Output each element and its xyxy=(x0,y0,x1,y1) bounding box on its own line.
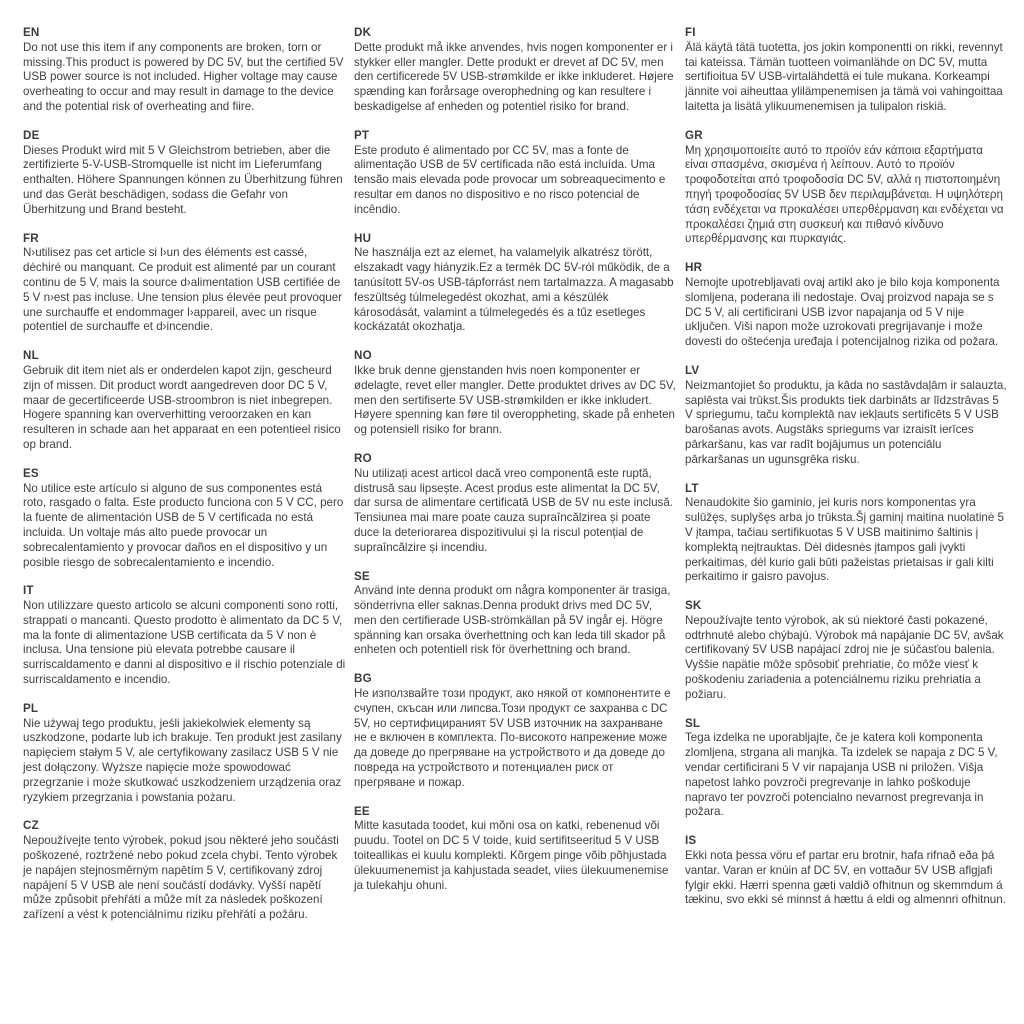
language-code-ee: EE xyxy=(354,804,370,818)
section-en xyxy=(23,26,346,115)
section-de xyxy=(23,129,346,218)
section-fr xyxy=(23,232,346,336)
section-lv xyxy=(685,364,1008,468)
language-code-sl: SL xyxy=(685,716,701,730)
warning-text-sk: Nepoužívajte tento výrobok, ak sú niektoré časti pokazené, odtrhnuté alebo chýbajú. Výrobok má napájanie DC 5V, avšak certifikovaný 5V USB napájací zdroj nie je súčasťou balenia. Vyššie napätie môže spôsobiť prehriatie, čo môže viesť k poškodeniu zariadenia a potenciálnemu riziku prehriatia a požiaru. xyxy=(685,613,1004,701)
language-code-no: NO xyxy=(354,349,372,363)
language-code-en: EN xyxy=(23,26,40,39)
language-code-pl: PL xyxy=(23,701,39,715)
section-it xyxy=(23,584,346,688)
warning-text-gr: Μη χρησιμοποιείτε αυτό το προϊόν εάν κάποια εξαρτήματα είναι σπασμένα, σκισμένα ή λείπουν. Αυτό το προϊόν τροφοδοτείται από τροφοδοσία DC 5V, αλλά η πιστοποιημένη πηγή τροφοδοσίας 5V USB δεν περιλαμβάνεται. Η υψηλότερη τάση ενδέχεται να προκαλέσει υπερθέρμανση και ενδέχεται να προκαλέσει ζημιά στη συσκευή και πιθανό κίνδυνο υπερθέρμανσης και πυρκαγιάς. xyxy=(685,143,1004,246)
language-code-sk: SK xyxy=(685,599,702,613)
section-no xyxy=(354,349,677,438)
section-is xyxy=(685,834,1008,908)
column-1 xyxy=(23,26,346,1024)
section-fi xyxy=(685,26,1008,115)
language-code-it: IT xyxy=(23,584,34,598)
section-cz xyxy=(23,819,346,923)
language-code-es: ES xyxy=(23,466,39,480)
warning-text-hr: Nemojte upotrebljavati ovaj artikl ako je bilo koja komponenta slomljena, poderana ili nedostaje. Ovaj proizvod napaja se s DC 5 V, ali certificirani USB izvor napajanja od 5 V nije uključen. Viši napon može uzrokovati pregrijavanje i može dovesti do oštećenja uređaja i potencijalnog rizika od požara. xyxy=(685,275,1000,349)
language-code-hr: HR xyxy=(685,261,703,275)
warning-text-it: Non utilizzare questo articolo se alcuni componenti sono rotti, strappati o mancanti. Questo prodotto è alimentato da DC 5 V, ma la fonte di alimentazione USB certificata da 5 V non è inclusa. Una tensione più elevata potrebbe causare il surriscaldamento e danni al dispositivo e il rischio potenziale di surriscaldamento e incendio. xyxy=(23,599,346,687)
language-code-lv: LV xyxy=(685,363,700,377)
section-hr xyxy=(685,261,1008,350)
section-ee xyxy=(354,805,677,894)
section-bg xyxy=(354,672,677,790)
section-nl xyxy=(23,349,346,453)
warning-text-se: Använd inte denna produkt om några komponenter är trasiga, sönderrivna eller saknas.Denna produkt drivs med DC 5V, men den certifierade USB-strömkällan på 5V ingår ej. Högre spänning kan orsaka överhettning och kan leda till skador på enheten och potentiell risk för överhettning och brand. xyxy=(354,584,671,657)
column-3 xyxy=(685,26,1008,1024)
section-pt xyxy=(354,129,677,218)
warning-text-is: Ekki nota þessa vöru ef partar eru brotnir, hafa rifnað eða þá vantar. Varan er knúin af DC 5V, en vottaður 5V USB aflgjafi fylgir ekki. Hærri spenna gæti valdið ofhitnun og skemmdum á tækinu, svo ekki sé minnst á hættu á eldi og almennri ofhitnun. xyxy=(685,849,1006,907)
language-code-se: SE xyxy=(354,569,370,583)
language-code-dk: DK xyxy=(354,26,372,39)
section-es xyxy=(23,467,346,571)
section-sl xyxy=(685,717,1008,821)
warning-text-sl: Tega izdelka ne uporabljajte, če je katera koli komponenta zlomljena, strgana ali manjka. Ta izdelek se napaja z DC 5 V, vendar certificirani 5 V vir napajanja USB ni priložen. Višja napetost lahko povzroči pregrevanje in lahko poškoduje napravo ter povzroči potencialno nevarnost pregrevanja in požara. xyxy=(685,731,998,819)
warning-text-cz: Nepoužívejte tento výrobek, pokud jsou některé jeho součásti poškozené, roztržené nebo pokud zcela chybí. Tento výrobek je napájen stejnosměrným napětím 5 V, certifikovaný zdroj napájení 5 V USB ale není součástí dodávky. Vyšší napětí může způsobit přehřátí a může mít za následek poškození zařízení a vést k potenciálnímu riziku přehřátí a požáru. xyxy=(23,834,339,922)
warning-text-no: Ikke bruk denne gjenstanden hvis noen komponenter er ødelagte, revet eller mangler. Dette produktet drives av DC 5V, men den sertifiserte 5V USB-strømkilden er ikke inkludert. Høyere spenning kan føre til overoppheting, skade på enheten og potensiell risiko for brann. xyxy=(354,363,676,437)
section-lt xyxy=(685,482,1008,586)
warning-text-fi: Älä käytä tätä tuotetta, jos jokin komponentti on rikki, revennyt tai kateissa. Tämän tuotteen voimanlähde on DC 5V, mutta sertifioitua 5V USB-virtalähdettä ei tule mukana. Korkeampi jännite voi aiheuttaa ylilämpenemisen ja tämä voi vahingoittaa laitetta ja lisätä ylikuumenemisen ja tulipalon riskiä. xyxy=(685,40,1003,113)
section-pl xyxy=(23,702,346,806)
language-code-bg: BG xyxy=(354,672,372,686)
section-ro xyxy=(354,452,677,556)
section-sk xyxy=(685,599,1008,703)
section-hu xyxy=(354,232,677,336)
warning-text-hu: Ne használja ezt az elemet, ha valamelyik alkatrész törött, elszakadt vagy hiányzik.Ez a termék DC 5V-ról működik, de a tanúsított 5V-os USB-tápforrást nem tartalmazza. A magasabb feszültség túlmelegedést okozhat, ami a készülék károsodását, valamint a túlmelegedés és a tűz esetleges kockázatát okozhatja. xyxy=(354,246,674,334)
warning-text-de: Dieses Produkt wird mit 5 V Gleichstrom betrieben, aber die zertifizierte 5-V-USB-Stromquelle ist nicht im Lieferumfang enthalten. Höhere Spannungen können zu Überhitzung führen und das Gerät beschädigen, sodass die Gefahr von Überhitzung und Brand besteht. xyxy=(23,143,343,216)
section-dk xyxy=(354,26,677,115)
warning-text-ee: Mitte kasutada toodet, kui mõni osa on katki, rebenenud või puudu. Tootel on DC 5 V toide, kuid sertifitseeritud 5 V USB toiteallikas ei kuulu komplekti. Kõrgem pinge võib põhjustada ülekuumenemist ja kahjustada seadet, viies ülekuumenemise ja tulekahju ohuni. xyxy=(354,819,669,892)
language-code-de: DE xyxy=(23,128,40,142)
language-code-is: IS xyxy=(685,834,697,848)
warning-text-lt: Nenaudokite šio gaminio, jei kuris nors komponentas yra sulūžęs, suplyšęs arba jo trūksta.Šį gaminį maitina nuolatinė 5 V įtampa, tačiau sertifikuotas 5 V USB maitinimo šaltinis į komplektą neįtrauktas. Dėl didesnės įtampos gali įvykti perkaitimas, dėl kurio gali būti pažeistas prietaisas ir gali kilti perkaitimo ir gaisro pavojus. xyxy=(685,496,1004,584)
warning-text-pl: Nie używaj tego produktu, jeśli jakiekolwiek elementy są uszkodzone, podarte lub ich brakuje. Ten produkt jest zasilany napięciem stałym 5 V, ale certyfikowany zasilacz USB 5 V nie jest dołączony. Wyższe napięcie może spowodować przegrzanie i może skutkować uszkodzeniem urządzenia oraz ryzykiem przegrzania i powstania pożaru. xyxy=(23,716,342,804)
language-code-fi: FI xyxy=(685,26,696,39)
language-code-lt: LT xyxy=(685,481,699,495)
warning-text-es: No utilice este artículo si alguno de sus componentes está roto, rasgado o falta. Este producto funciona con 5 V CC, pero la fuente de alimentación USB de 5 V certificada no está incluida. Un voltaje más alto puede provocar un sobrecalentamiento y provocar daños en el dispositivo y un posible riesgo de sobrecalentamiento e incendio. xyxy=(23,481,344,569)
language-code-ro: RO xyxy=(354,451,372,465)
section-se xyxy=(354,570,677,659)
language-code-pt: PT xyxy=(354,128,370,142)
language-code-fr: FR xyxy=(23,231,39,245)
warning-text-nl: Gebruik dit item niet als er onderdelen kapot zijn, gescheurd zijn of missen. Dit product wordt aangedreven door DC 5 V, maar de gecertificeerde USB-stroombron is niet inbegrepen. Hogere spanning kan oververhitting veroorzaken en kan resulteren in schade aan het apparaat en een potentieel risico op brand. xyxy=(23,363,341,451)
warning-text-pt: Este produto é alimentado por CC 5V, mas a fonte de alimentação USB de 5V certificada não está incluída. Uma tensão mais elevada pode provocar um sobreaquecimento e resultar em danos no dispositivo e no risco potencial de incêndio. xyxy=(354,143,666,216)
language-code-nl: NL xyxy=(23,349,39,363)
warning-text-dk: Dette produkt må ikke anvendes, hvis nogen komponenter er i stykker eller mangler. Dette produkt er drevet af DC 5V, men den certificerede 5V USB-strømkilde er ikke inkluderet. Højere spænding kan forårsage overophedning og kan resultere i beskadigelse af enheden og potentiel risiko for brand. xyxy=(354,40,674,113)
warning-text-lv: Neizmantojiet šo produktu, ja kāda no sastāvdaļām ir salauzta, saplēsta vai trūkst.Šis produkts tiek darbināts ar līdzstrāvas 5 V spriegumu, taču komplektā nav iekļauts sertificēts 5 V USB barošanas avots. Augstāks spriegums var izraisīt ierīces pārkaršanu, kas var radīt bojājumus un potenciālu pārkaršanas un ugunsgrēka risku. xyxy=(685,378,1007,466)
language-code-hu: HU xyxy=(354,231,372,245)
column-2 xyxy=(354,26,677,1024)
warning-text-bg: Не използвайте този продукт, ако някой от компонентите е счупен, скъсан или липсва.Този продукт се захранва с DC 5V, но сертифицираният 5V USB източник на захранване не е включен в комплекта. По-високото напрежение може да доведе до прегряване на устройството и да доведе до повреда на устройството и потенциален риск от прегряване и пожар. xyxy=(354,687,671,789)
language-code-cz: CZ xyxy=(23,819,39,833)
section-gr xyxy=(685,129,1008,247)
warning-text-fr: N›utilisez pas cet article si l›un des éléments est cassé, déchiré ou manquant. Ce produit est alimenté par un courant continu de 5 V, mais la source d›alimentation USB certifiée de 5 V n›est pas incluse. Une tension plus élevée peut provoquer une surchauffe et endommager l›appareil, avec un risque potentiel de surchauffe et d›incendie. xyxy=(23,246,343,334)
language-code-gr: GR xyxy=(685,128,703,142)
warning-text-en: Do not use this item if any components are broken, torn or missing.This product is powered by DC 5V, but the certified 5V USB power source is not included. Higher voltage may cause overheating to occur and may result in damage to the device and the potential risk of overheating and fiire. xyxy=(23,40,344,113)
warning-text-ro: Nu utilizați acest articol dacă vreo componentă este ruptă, distrusă sau lipsește. Acest produs este alimentat la DC 5V, dar sursa de alimentare certificată USB de 5V nu este inclusă. Tensiunea mai mare poate cauza supraîncălzirea și poate duce la deteriorarea dispozitivului și la riscul potențial de supraîncălzire și incendiu. xyxy=(354,466,673,554)
